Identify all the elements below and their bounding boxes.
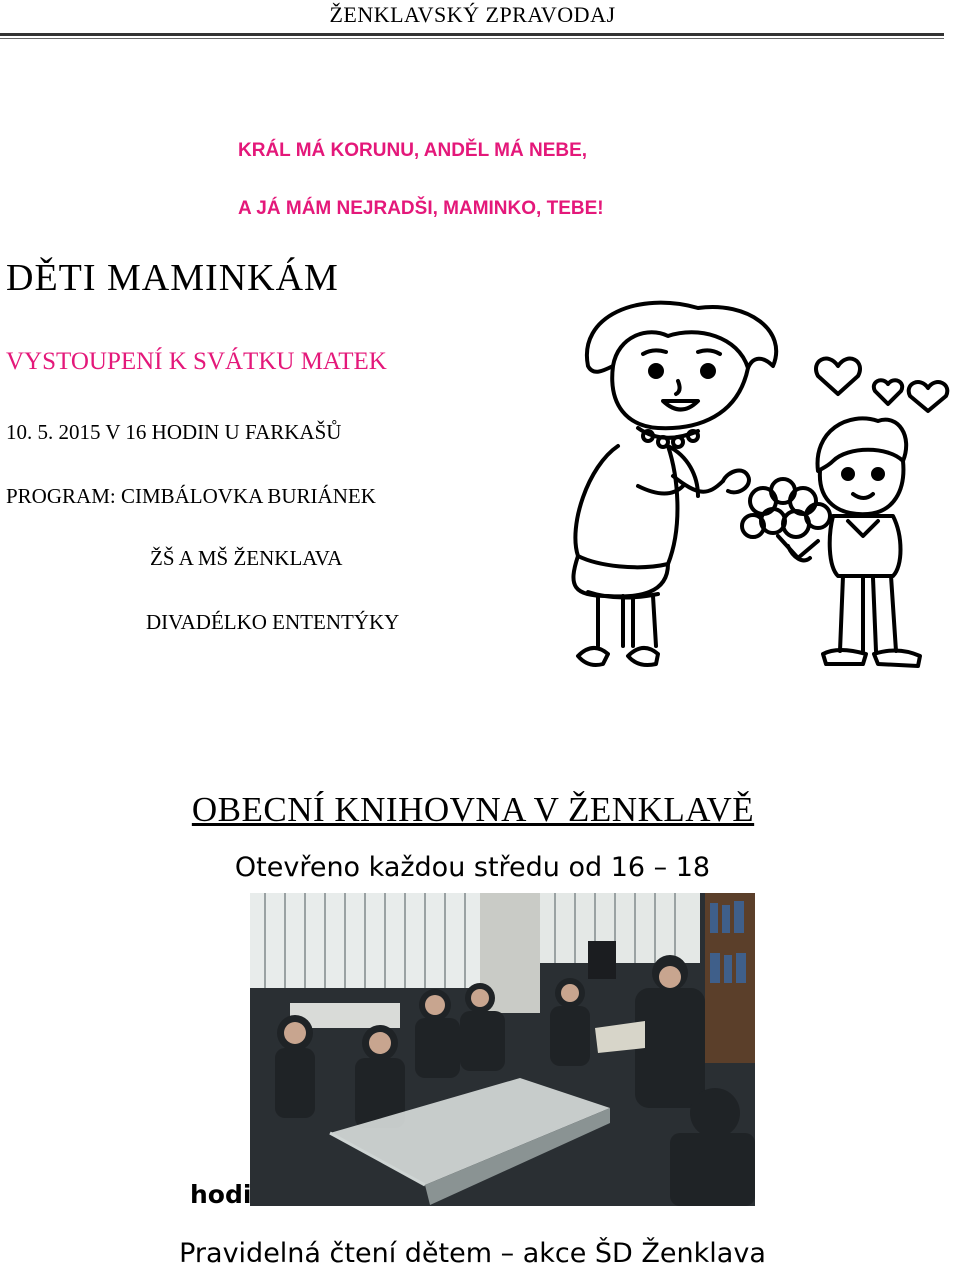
mother-hair <box>587 303 776 372</box>
library-hours: Otevřeno každou středu od 16 – 18 <box>234 852 711 883</box>
page-header <box>0 0 960 40</box>
library-hours-continued: hodi <box>190 1180 252 1209</box>
event-date: 10. 5. 2015 V 16 HODIN U FARKAŠŮ <box>6 420 342 444</box>
event-program-item-2: ŽŠ A MŠ ŽENKLAVA <box>150 546 343 570</box>
event-program-item-3: DIVADÉLKO ENTENTÝKY <box>146 610 400 634</box>
son-hair <box>818 418 907 471</box>
mother-son-illustration <box>548 296 960 680</box>
heart-2 <box>874 380 902 404</box>
header-divider <box>0 33 944 36</box>
heart-1 <box>816 359 860 394</box>
flower-bouquet <box>742 479 830 560</box>
poem-line-1: KRÁL MÁ KORUNU, ANDĚL MÁ NEBE, <box>238 140 588 161</box>
son-face <box>820 461 904 514</box>
event-subtitle: VYSTOUPENÍ K SVÁTKU MATEK <box>6 348 387 375</box>
son-body <box>830 516 901 576</box>
mother-face <box>612 366 748 428</box>
library-photo <box>250 893 755 1206</box>
library-title: OBECNÍ KNIHOVNA V ŽENKLAVĚ <box>191 790 755 829</box>
poem-line-2: A JÁ MÁM NEJRADŠI, MAMINKO, TEBE! <box>238 198 604 219</box>
library-reading-event: Pravidelná čtení dětem – akce ŠD Ženklava <box>179 1238 766 1269</box>
header-divider-thin <box>0 38 944 39</box>
heart-3 <box>909 382 948 411</box>
newsletter-title: ŽENKLAVSKÝ ZPRAVODAJ <box>329 2 616 27</box>
event-program: PROGRAM: CIMBÁLOVKA BURIÁNEK <box>6 484 376 508</box>
event-title: DĚTI MAMINKÁM <box>6 257 339 299</box>
mother-dress <box>575 446 677 567</box>
